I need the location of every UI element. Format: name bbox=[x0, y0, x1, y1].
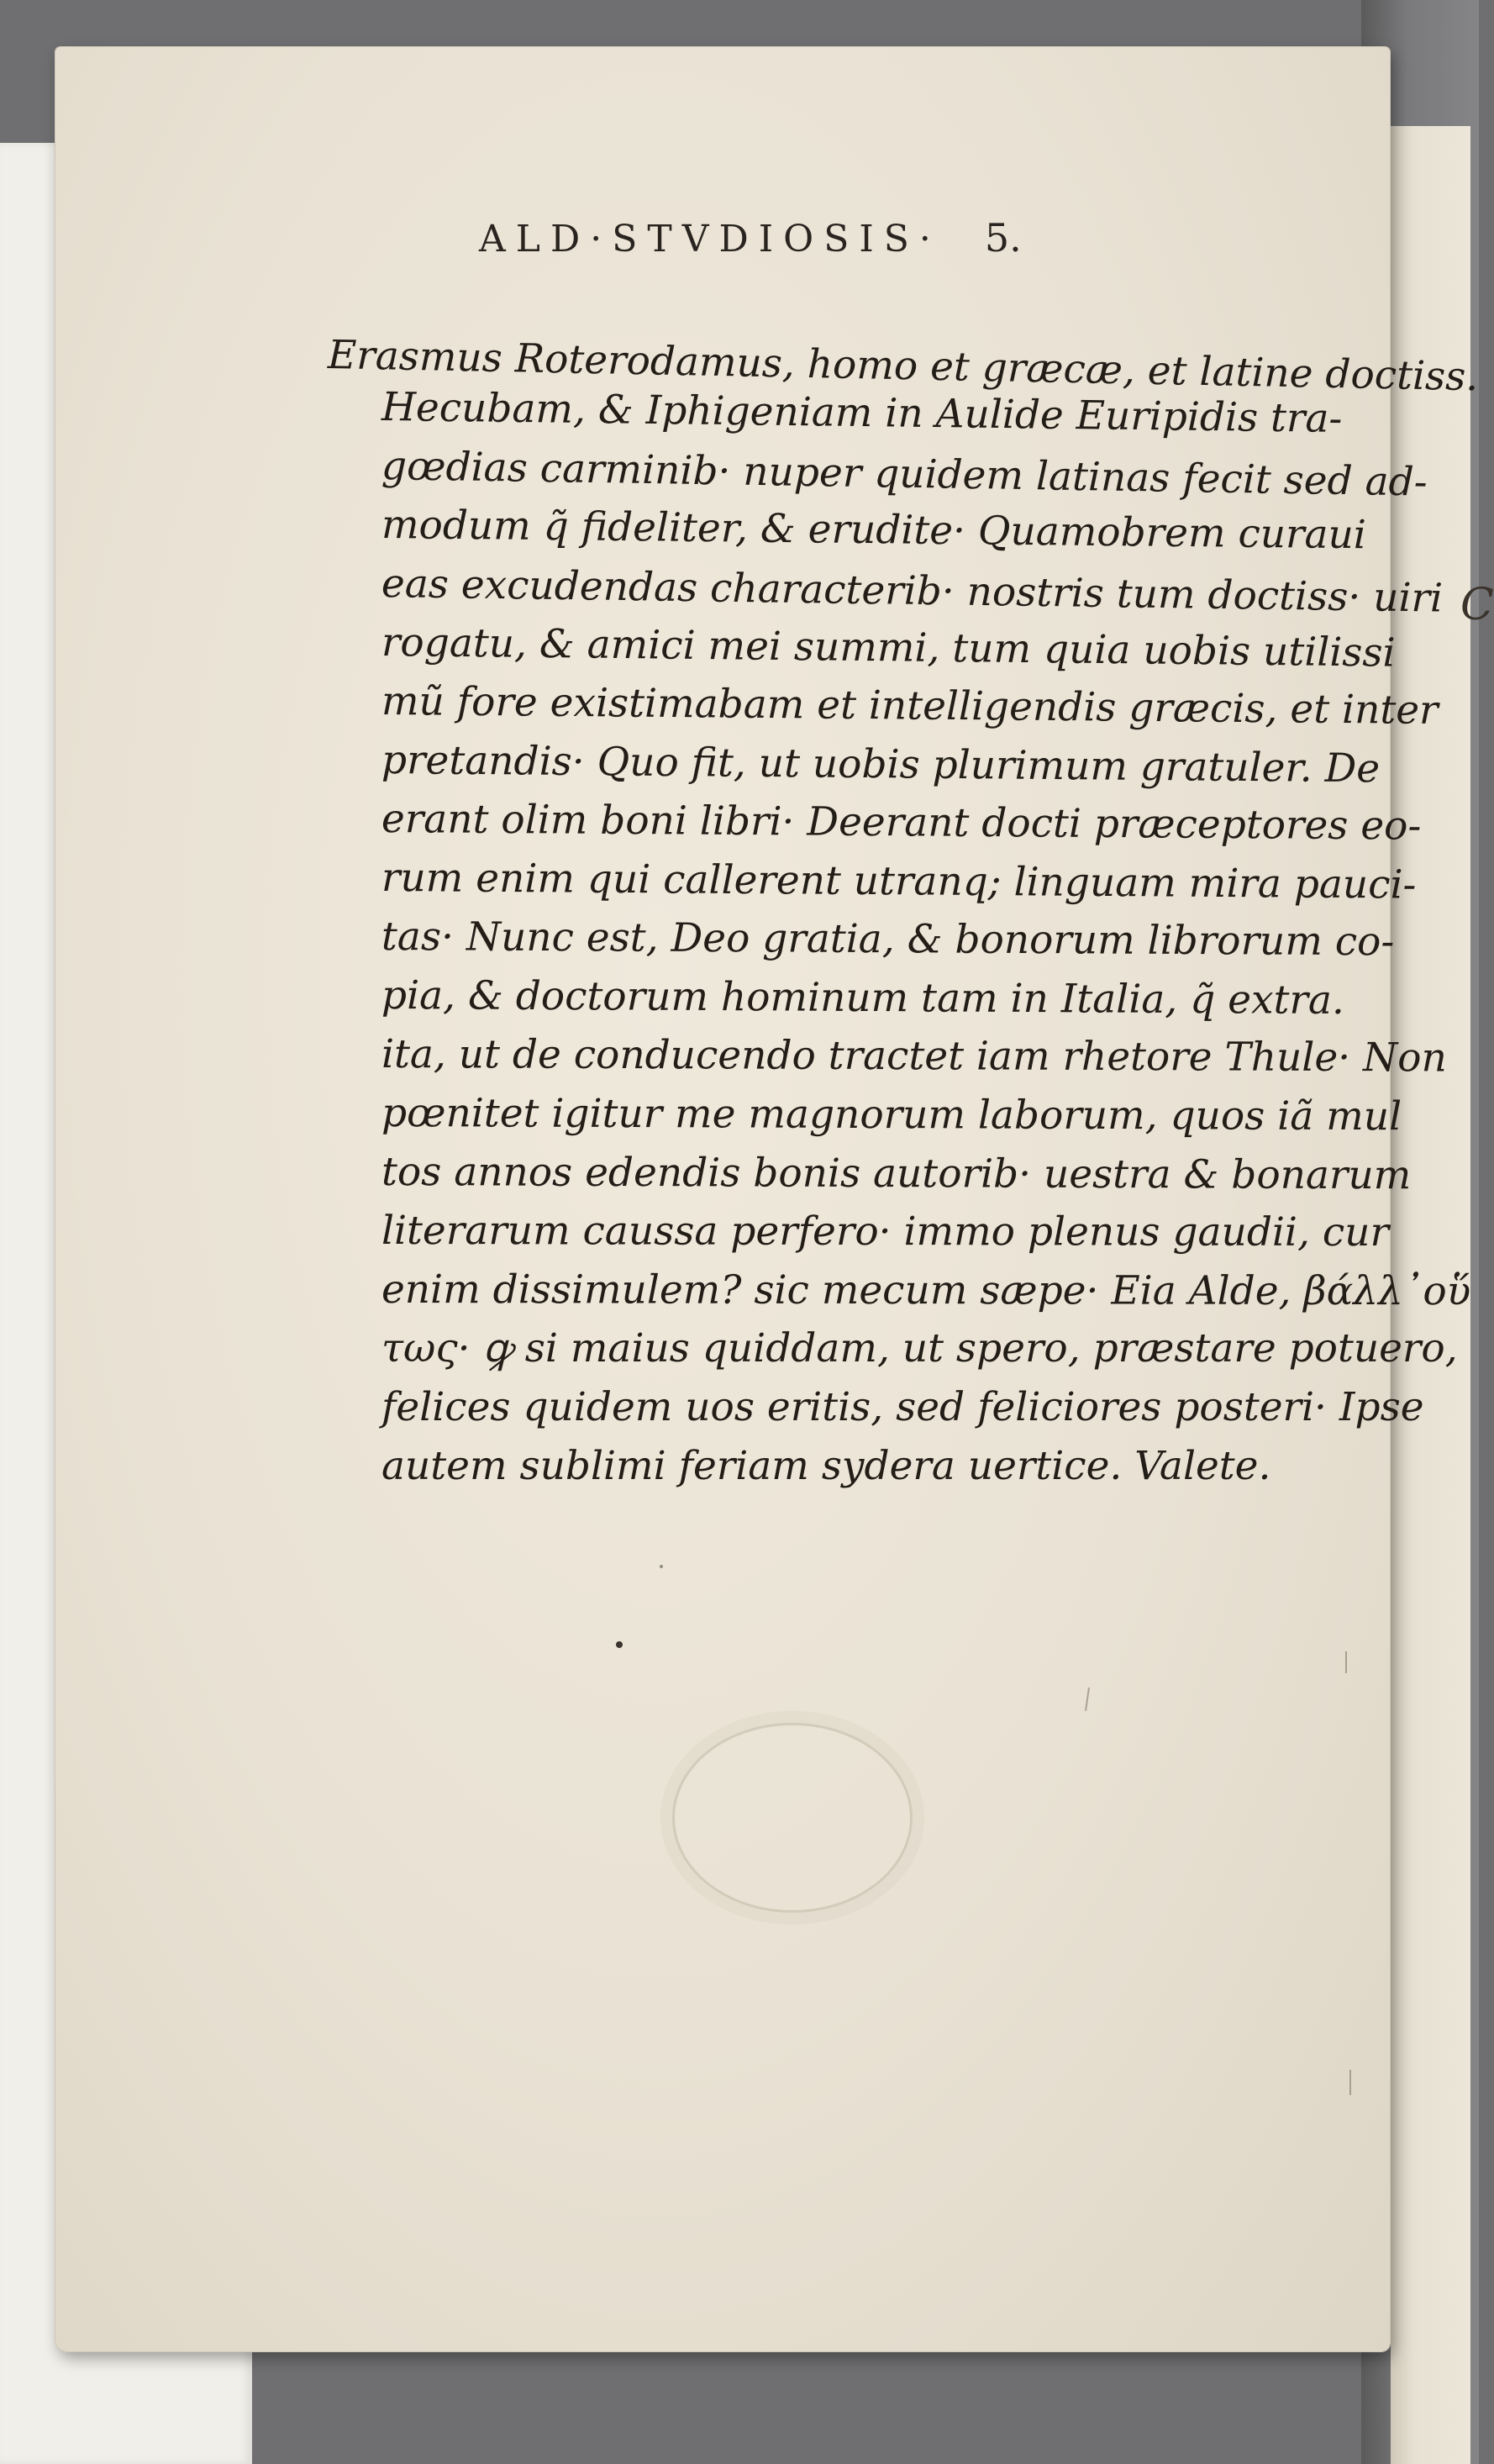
page-number: 5. bbox=[984, 215, 1022, 261]
text-line: Hecubam, & Iphigeniam in Aulide Euripidis tra- bbox=[381, 384, 1343, 442]
running-head bbox=[479, 215, 1168, 282]
letter-text-block bbox=[327, 332, 1479, 1551]
text-line: tas· Nunc est, Deo gratia, & bonorum librorum co- bbox=[381, 913, 1395, 966]
paper-mark bbox=[1349, 2070, 1351, 2095]
text-line: literarum caussa perfero· immo plenus gaudii, cur bbox=[381, 1208, 1389, 1256]
text-line: tos annos edendis bonis autorib· uestra & bonarum bbox=[381, 1149, 1412, 1199]
paper-mark bbox=[1345, 1651, 1347, 1673]
text-line: pretandis· Quo fit, ut uobis plurimum gratuler. De bbox=[381, 737, 1381, 792]
ink-speck bbox=[660, 1565, 663, 1568]
text-line: mũ fore existimabam et intelligendis græcis, et inter bbox=[381, 678, 1439, 734]
running-head-title: ALD·STVDIOSIS· bbox=[479, 218, 941, 261]
ink-speck bbox=[616, 1641, 623, 1648]
text-line: τως· ꝙ si maius quiddam, ut spero, præstare potuero, bbox=[381, 1325, 1458, 1372]
text-line: ita, ut de conducendo tractet iam rhetore Thule· Non bbox=[381, 1031, 1447, 1082]
text-line: autem sublimi feriam sydera uertice. Valete. bbox=[381, 1443, 1271, 1489]
text-line: erant olim boni libri· Deerant docti præceptores eo- bbox=[381, 796, 1422, 850]
blind-stamp-impression bbox=[672, 1723, 913, 1913]
text-line: rum enim qui callerent utranq; linguam mira pauci- bbox=[381, 855, 1417, 908]
text-line: enim dissimulem? sic mecum sæpe· Eia Alde, βάλλ᾽οὕ bbox=[381, 1266, 1471, 1315]
text-line: eas excudendas characterib· nostris tum doctiss· uiri bbox=[381, 561, 1444, 622]
text-line: gœdias carminib· nuper quidem latinas fecit sed ad- bbox=[381, 443, 1428, 506]
text-line: rogatu, & amici mei summi, tum quia uobis utilissi bbox=[381, 619, 1396, 677]
facing-page-letter: C bbox=[1460, 580, 1494, 630]
text-line: pœnitet igitur me magnorum laborum, quos iã mul bbox=[381, 1090, 1402, 1140]
text-line: pia, & doctorum hominum tam in Italia, q̃ extra. bbox=[381, 972, 1345, 1024]
text-line: Erasmus Roterodamus, homo et græcæ, et latine doctiss. bbox=[327, 332, 1479, 401]
text-line: felices quidem uos eritis, sed feliciores posteri· Ipse bbox=[381, 1384, 1424, 1430]
text-line: modum q̃ fideliter, & erudite· Quamobrem curaui bbox=[381, 502, 1367, 559]
